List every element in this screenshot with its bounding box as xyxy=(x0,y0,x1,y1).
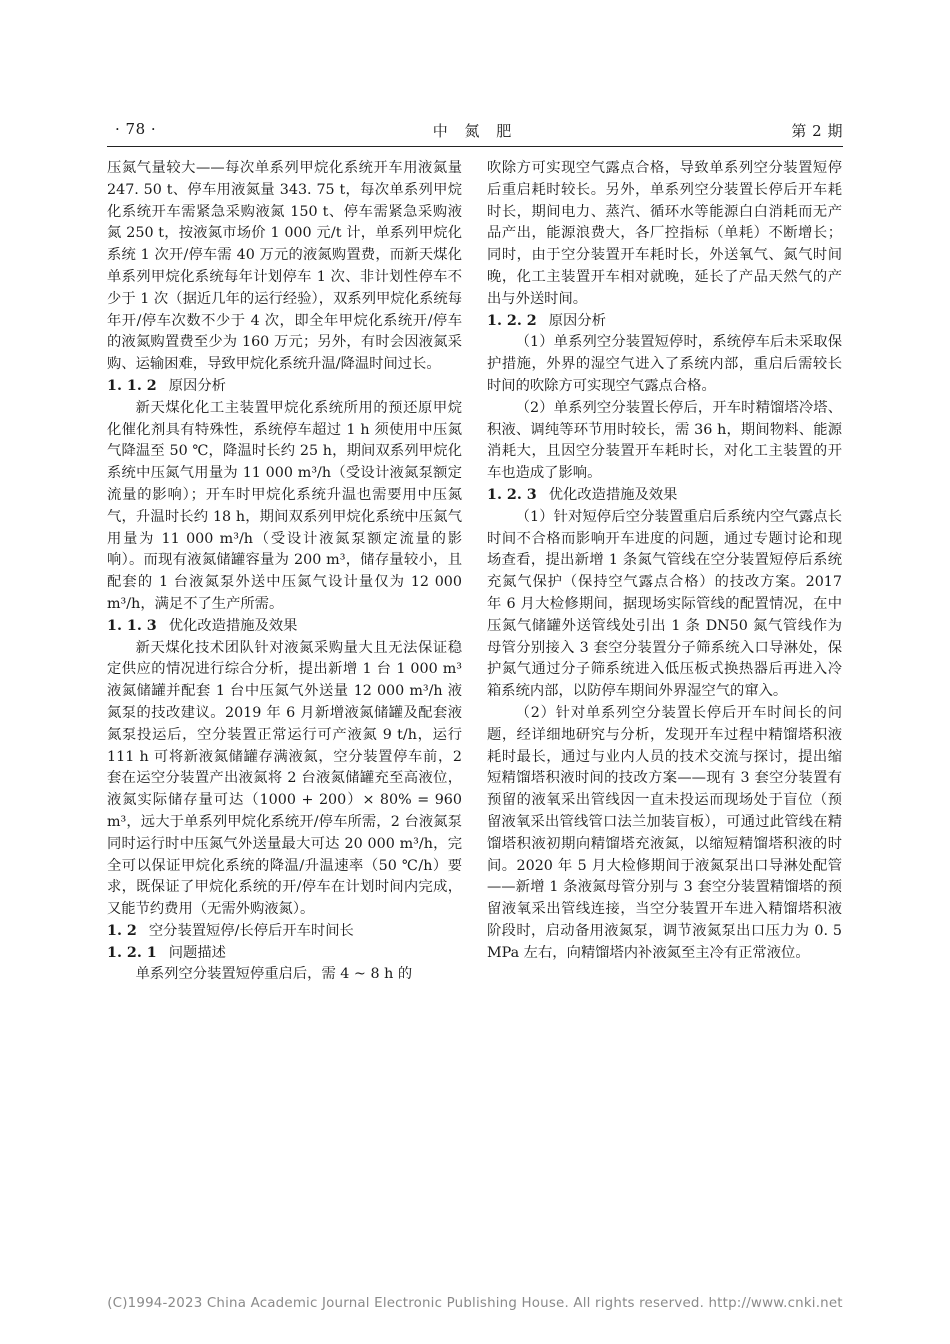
page-number: · 78 · xyxy=(115,120,157,138)
paragraph: 压氮气量较大——每次单系列甲烷化系统开车用液氮量 247. 50 t、停车用液氮量 343. 75 t，每次单系列甲烷化系统开车需紧急采购液氮 150 t、停车需紧急采购液氮 250 t，按液氮市场价 1 000 元/t 计，单系列甲烷化系统 1 次开/停车需 40 万元的液氮购置费，而新天煤化单系列甲烷化系统每年计划停车 1 次、非计划性停车不少于 1 次（据近几年的运行经验），双系列甲烷化系统每年开/停车次数不少于 4 次，即全年甲烷化系统开/停车的液氮购置费至少为 160 万元；另外，有时会因液氮采购、运输困难，导致甲烷化系统升温/降温时间过长。 xyxy=(107,160,462,373)
section-title: 优化改造措施及效果 xyxy=(548,486,678,503)
header-rule xyxy=(107,146,843,147)
section-heading-1-1-3 xyxy=(107,616,462,638)
left-column xyxy=(107,158,462,986)
section-heading-1-2 xyxy=(107,921,462,943)
section-title: 空分装置短停/长停后开车时间长 xyxy=(148,922,354,939)
paragraph: （2）针对单系列空分装置长停后开车时间长的问题，经详细地研究与分析，发现开车过程中精馏塔积液耗时最长，通过与业内人员的技术交流与探讨，提出缩短精馏塔积液时间的技改方案——现有 3 套空分装置有预留的液氧采出管线因一直未投运而现场处于盲位（预留液氧采出管线管口法兰加装盲板），可通过此管线在精馏塔积液初期向精馏塔充液氮，以缩短精馏塔积液的时间。2020 年 5 月大检修期间于液氮泵出口导淋处配管——新增 1 条液氮母管分别与 3 套空分装置精馏塔的预留液氧采出管线连接，当空分装置开车进入精馏塔积液阶段时，启动备用液氮泵，调节液氮泵出口压力为 0. 5 MPa 左右，向精馏塔内补液氮至主冷有正常液位。 xyxy=(487,704,842,961)
section-number: 1. 2. 1 xyxy=(107,944,157,961)
section-heading-1-1-2 xyxy=(107,376,462,398)
issue-number: 第 2 期 xyxy=(791,122,843,140)
paragraph: （2）单系列空分装置长停后，开车时精馏塔冷塔、积液、调纯等环节用时较长，需 36 h，期间物料、能源消耗大，且因空分装置开车耗时长，对化工主装置的开车也造成了影响。 xyxy=(487,399,842,482)
copyright-footer: (C)1994-2023 China Academic Journal Electronic Publishing House. All rights reserved. http://www.cnki.net xyxy=(107,1296,843,1311)
section-heading-1-2-2 xyxy=(487,311,842,333)
right-column xyxy=(487,158,842,964)
section-number: 1. 1. 3 xyxy=(107,617,157,634)
paragraph: 新天煤化化工主装置甲烷化系统所用的预还原甲烷化催化剂具有特殊性，系统停车超过 1 h 须使用中压氮气降温至 50 ℃，降温时长约 25 h，期间双系列甲烷化系统中压氮气用量为 11 000 m³/h（受设计液氮泵额定流量的影响）；开车时甲烷化系统升温也需要用中压氮气，升温时长约 18 h，期间双系列甲烷化系统中压氮气用量为 11 000 m³/h（受设计液氮泵额定流量的影响）。而现有液氮储罐容量为 200 m³，储存量较小，且配套的 1 台液氮泵外送中压氮气设计量仅为 12 000 m³/h，满足不了生产所需。 xyxy=(107,399,462,612)
section-heading-1-2-1 xyxy=(107,943,462,965)
section-title: 原因分析 xyxy=(548,312,606,329)
paragraph: 吹除方可实现空气露点合格，导致单系列空分装置短停后重启耗时较长。另外，单系列空分装置长停后开车耗时长，期间电力、蒸汽、循环水等能源白白消耗而无产品产出，能源浪费大，各厂控指标（单耗）不断增长；同时，由于空分装置开车耗时长，外送氧气、氮气时间晚，化工主装置开车相对就晚，延长了产品天然气的产出与外送时间。 xyxy=(487,160,842,307)
section-number: 1. 2. 3 xyxy=(487,486,537,503)
section-title: 原因分析 xyxy=(168,377,226,394)
paragraph: （1）单系列空分装置短停时，系统停车后未采取保护措施，外界的湿空气进入了系统内部，重启后需较长时间的吹除方可实现空气露点合格。 xyxy=(487,334,842,394)
page-header xyxy=(107,118,843,148)
journal-name: 中 氮 肥 xyxy=(432,122,518,140)
section-heading-1-2-3 xyxy=(487,485,842,507)
paragraph: （1）针对短停后空分装置重启后系统内空气露点长时间不合格而影响开车进度的问题，通过专题讨论和现场查看，提出新增 1 条氮气管线在空分装置短停后系统充氮气保护（保持空气露点合格）的技改方案。2017 年 6 月大检修期间，据现场实际管线的配置情况，在中压氮气储罐外送管线处引出 1 条 DN50 氮气管线作为母管分别接入 3 套空分装置分子筛系统入口导淋处，保护氮气通过分子筛系统进入低压板式换热器后再进入冷箱系统内部，以防停车期间外界湿空气的窜入。 xyxy=(487,508,842,700)
paragraph: 单系列空分装置短停重启后，需 4 ~ 8 h 的 xyxy=(135,966,413,983)
section-title: 优化改造措施及效果 xyxy=(168,617,298,634)
paragraph: 新天煤化技术团队针对液氮采购量大且无法保证稳定供应的情况进行综合分析，提出新增 1 台 1 000 m³ 液氮储罐并配套 1 台中压氮气外送量 12 000 m³/h 液氮泵的技改建议。2019 年 6 月新增液氮储罐及配套液氮泵投运后，空分装置正常运行可产液氮 9 t/h，运行 111 h 可将新液氮储罐存满液氮，空分装置停车前，2 套在运空分装置产出液氮将 2 台液氮储罐充至高液位，液氮实际储存量可达（1000 + 200）× 80% = 960 m³，远大于单系列甲烷化系统开/停车所需，2 台液氮泵同时运行时中压氮气外送量最大可达 20 000 m³/h，完全可以保证甲烷化系统的降温/升温速率（50 ℃/h）要求，既保证了甲烷化系统的开/停车在计划时间内完成，又能节约费用（无需外购液氮）。 xyxy=(107,639,462,918)
section-title: 问题描述 xyxy=(168,944,226,961)
section-number: 1. 2. 2 xyxy=(487,312,537,329)
section-number: 1. 2 xyxy=(107,922,137,939)
section-number: 1. 1. 2 xyxy=(107,377,157,394)
